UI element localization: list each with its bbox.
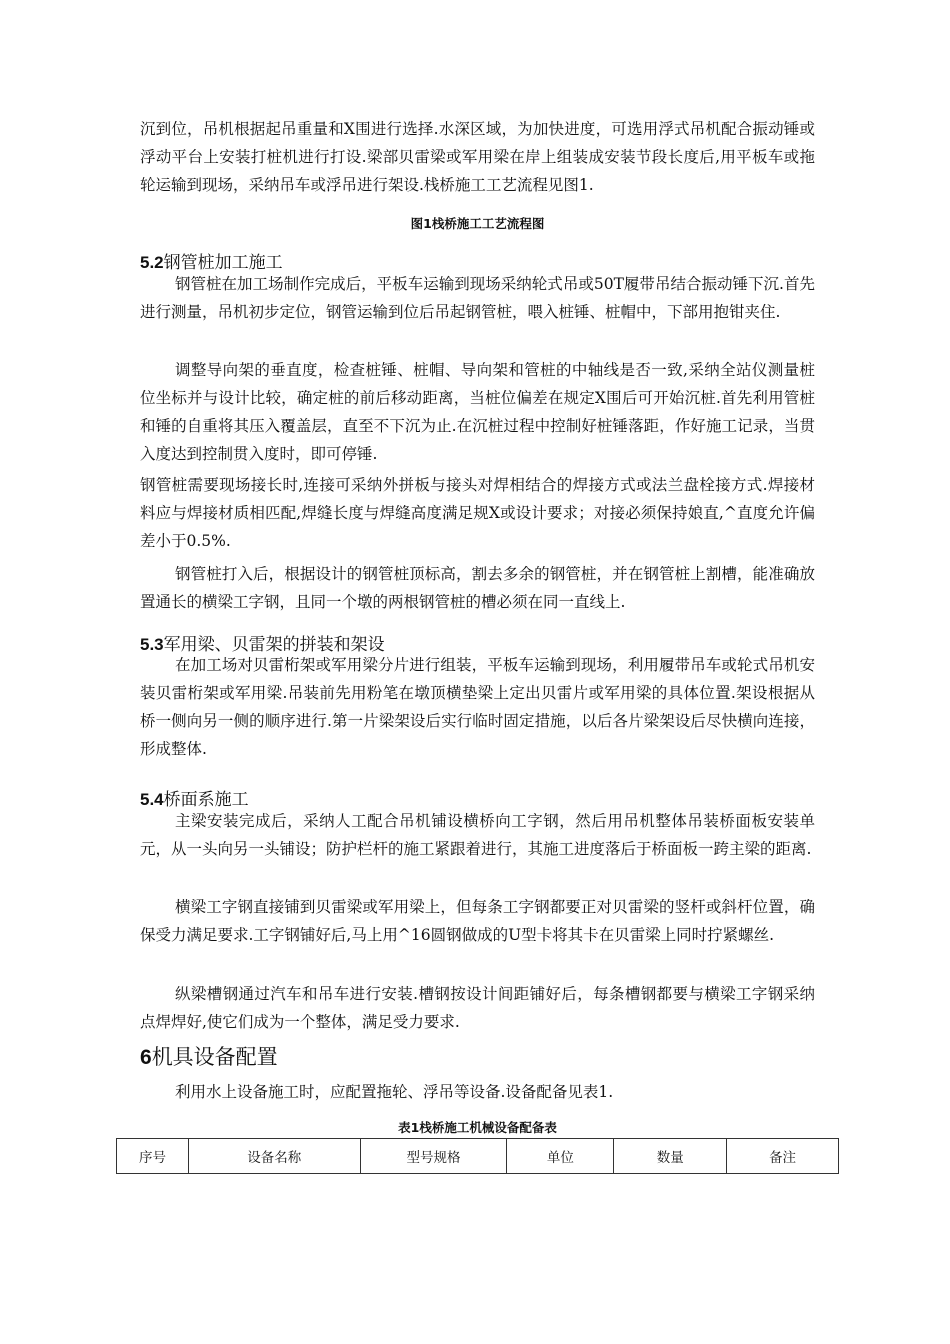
section-title: 机具设备配置 — [151, 1045, 278, 1069]
section-heading-6 — [140, 1041, 278, 1071]
figure-caption: 图1栈桥施工工艺流程图 — [410, 216, 545, 231]
section-number: 5.4 — [140, 790, 164, 809]
table-header-cell: 备注 — [727, 1139, 839, 1174]
paragraph: 调整导向架的垂直度，检查桩锤、桩帽、导向架和管桩的中轴线是否一致,采纳全站仪测量桩位坐标并与设计比较，确定桩的前后移动距离，当桩位偏差在规定Ⅹ围后可开始沉桩.首先利用管桩和锤的自重将其压入覆盖层，直至不下沉为止.在沉桩过程中控制好桩锤落距，作好施工记录，当贯入度达到控制贯入度时，即可停锤. — [140, 361, 815, 463]
paragraph: 钢管桩打入后，根据设计的钢管桩顶标高，割去多余的钢管桩，并在钢管桩上割槽，能准确放置通长的横梁工字钢，且同一个墩的两根钢管桩的槽必须在同一直线上. — [140, 565, 815, 611]
table-header-cell: 设备名称 — [188, 1139, 360, 1174]
section-title: 桥面系施工 — [163, 790, 249, 810]
paragraph: 利用水上设备施工时，应配置拖轮、浮吊等设备.设备配备见表1. — [175, 1083, 614, 1101]
equipment-table — [116, 1138, 839, 1174]
section-number: 5.2 — [140, 253, 164, 272]
paragraph: 钢管桩需要现场接长时,连接可采纳外拼板与接头对焊相结合的焊接方式或法兰盘栓接方式.焊接材料应与焊接材质相匹配,焊缝长度与焊缝高度满足规Ⅹ或设计要求；对接必须保持娘直,^直度允许偏差小于0.5%. — [140, 476, 815, 550]
paragraph-intro: 沉到位，吊机根据起吊重量和Ⅹ围进行选择.水深区域，为加快进度，可选用浮式吊机配合振动锤或浮动平台上安装打桩机进行打设.梁部贝雷梁或军用梁在岸上组装成安装节段长度后,用平板车或拖轮运输到现场，采纳吊车或浮吊进行架设.栈桥施工工艺流程见图1. — [140, 120, 815, 194]
section-title: 军用梁、贝雷架的拼装和架设 — [163, 635, 385, 655]
section-title: 钢管桩加工施工 — [163, 253, 283, 273]
paragraph: 主梁安装完成后，采纳人工配合吊机铺设横桥向工字钢，然后用吊机整体吊装桥面板安装单元，从一头向另一头铺设；防护栏杆的施工紧跟着进行，其施工进度落后于桥面板一跨主梁的距离. — [140, 812, 815, 858]
section-number: 6 — [140, 1046, 152, 1069]
table-header-cell: 序号 — [117, 1139, 189, 1174]
paragraph: 横梁工字钢直接铺到贝雷梁或军用梁上，但每条工字钢都要正对贝雷梁的竖杆或斜杆位置，确保受力满足要求.工字钢铺好后,马上用^16圆钢做成的U型卡将其卡在贝雷梁上同时拧紧螺丝. — [140, 898, 815, 944]
table-header-cell: 型号规格 — [360, 1139, 507, 1174]
table-header-row — [117, 1139, 839, 1174]
paragraph: 纵梁槽钢通过汽车和吊车进行安装.槽钢按设计间距铺好后，每条槽钢都要与横梁工字钢采纳点焊焊好,使它们成为一个整体，满足受力要求. — [140, 985, 815, 1031]
paragraph: 在加工场对贝雷桁架或军用梁分片进行组装，平板车运输到现场，利用履带吊车或轮式吊机安装贝雷桁架或军用梁.吊装前先用粉笔在墩顶横垫梁上定出贝雷片或军用梁的具体位置.架设根据从桥一侧向另一侧的顺序进行.第一片梁架设后实行临时固定措施，以后各片梁架设后尽快横向连接，形成整体. — [140, 656, 815, 758]
paragraph: 钢管桩在加工场制作完成后，平板车运输到现场采纳轮式吊或50T履带吊结合振动锤下沉.首先进行测量，吊机初步定位，钢管运输到位后吊起钢管桩，喂入桩锤、桩帽中，下部用抱钳夹住. — [140, 275, 815, 321]
section-number: 5.3 — [140, 635, 164, 654]
table-header-cell: 数量 — [614, 1139, 727, 1174]
table-caption: 表1栈桥施工机械设备配备表 — [398, 1120, 557, 1135]
table-header-cell: 单位 — [507, 1139, 614, 1174]
